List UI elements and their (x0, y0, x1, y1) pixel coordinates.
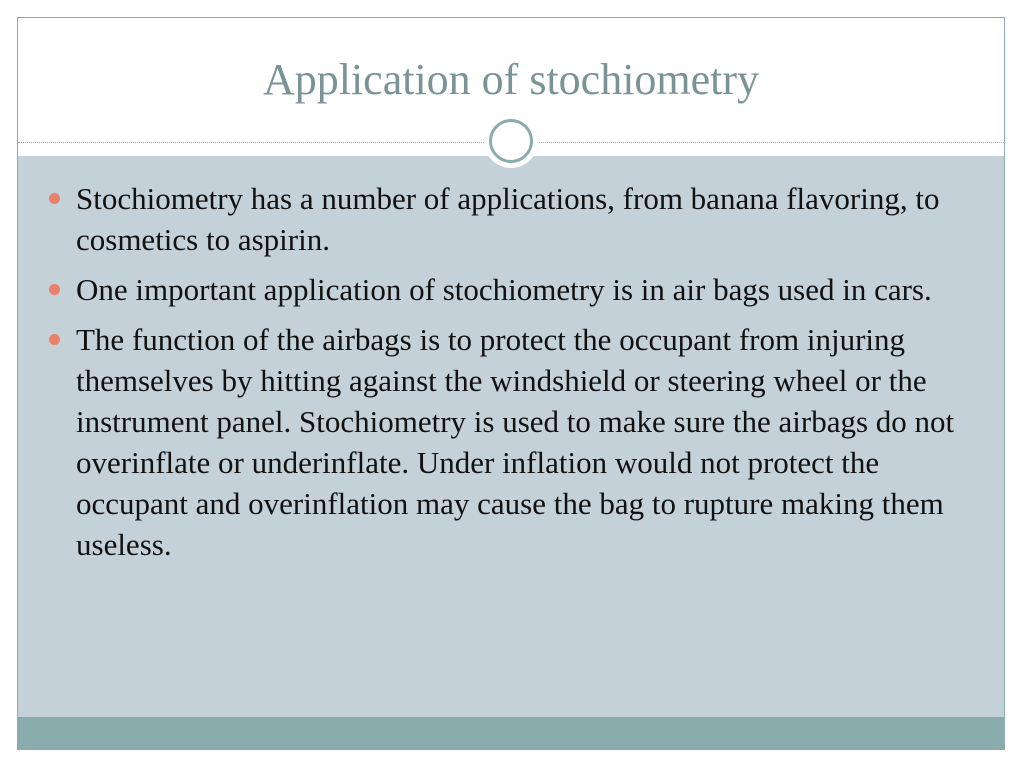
slide-title: Application of stochiometry (262, 55, 760, 104)
circle-ornament-icon (484, 114, 538, 168)
bullet-dot-icon (49, 334, 60, 345)
bullet-text: The function of the airbags is to protect the occupant from injuring themselves by hitting against the windshield or steering wheel or the instrument panel. Stochiometry is used to make sure the airbags do not overinflate or underinflate. Under inflation would not protect the occupant and overinflation may cause the bag to rupture making them useless. (76, 322, 955, 562)
slide (17, 17, 1005, 750)
bullet-item (76, 269, 976, 310)
content-area (18, 156, 1004, 718)
circle-ring (489, 119, 533, 163)
bullet-text: One important application of stochiometry is in air bags used in cars. (76, 272, 932, 307)
bullet-list (76, 178, 976, 574)
bullet-text: Stochiometry has a number of applications, from banana flavoring, to cosmetics to aspirin. (76, 181, 940, 257)
bullet-item (76, 319, 976, 565)
footer-band (18, 717, 1004, 750)
bullet-item (76, 178, 976, 260)
bullet-dot-icon (49, 284, 60, 295)
bullet-dot-icon (49, 193, 60, 204)
